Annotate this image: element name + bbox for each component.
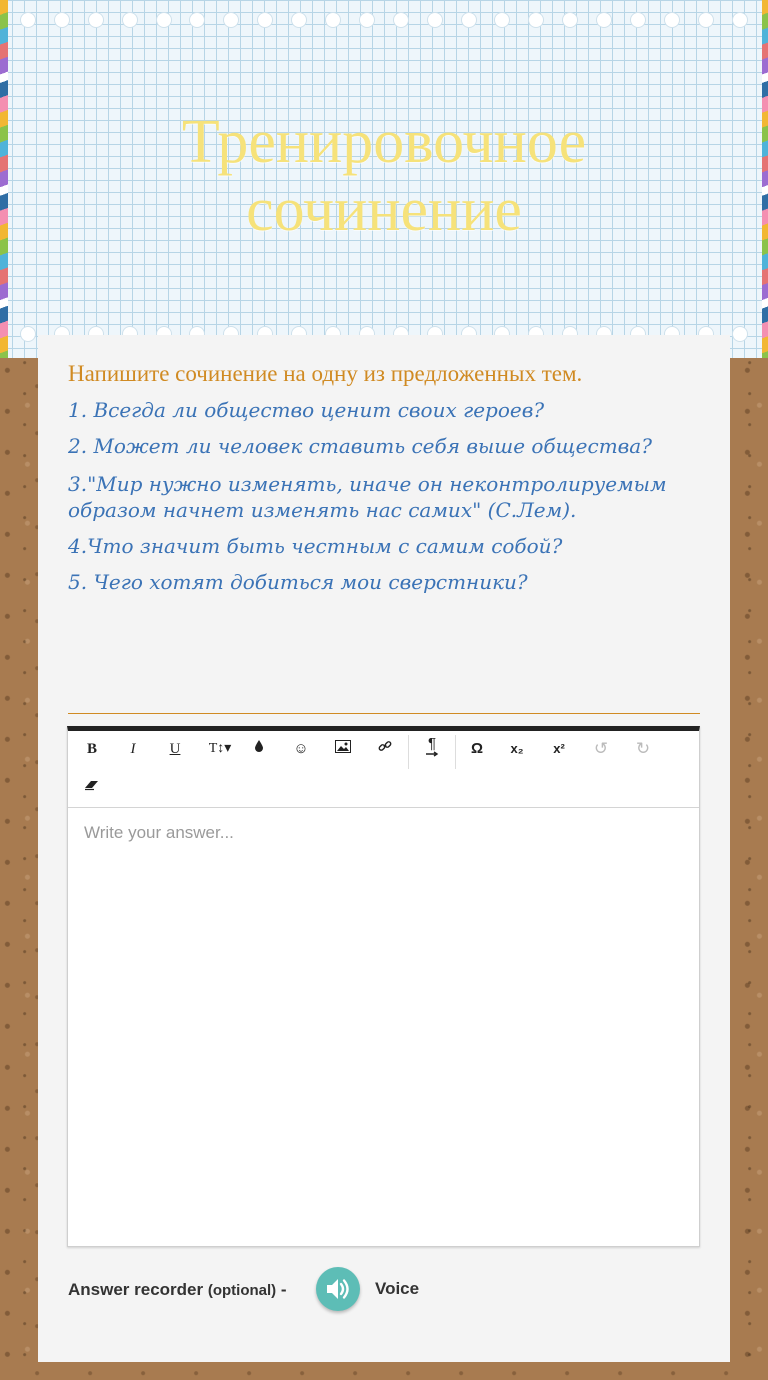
special-character-button[interactable]: Ω [470,740,484,757]
topic-4: 4.Что значит быть честным с самим собой? [68,534,563,558]
page-title [0,108,768,244]
text-size-button[interactable]: T↕▾ [208,741,232,756]
superscript-button[interactable]: x² [553,741,565,756]
answer-recorder-label [68,1280,287,1300]
answer-recorder [68,1264,488,1312]
prompt-heading: Напишите сочинение на одну из предложенных тем. [68,361,583,386]
answer-input[interactable]: Write your answer... [84,823,234,842]
editor-toolbar [68,731,699,808]
italic-button[interactable]: I [130,741,136,757]
bold-button[interactable]: B [86,741,97,757]
undo-button[interactable]: ↺ [593,739,609,758]
paragraph-icon: ¶ [427,735,437,752]
voice-record-button[interactable] [316,1267,360,1311]
header-banner [0,0,768,358]
page-title-line1: Тренировочное [181,108,587,176]
divider [68,713,700,714]
speaker-icon [316,1267,360,1311]
optional-tag: (optional) [207,1282,277,1299]
eraser-icon [84,779,100,791]
link-icon [378,739,392,753]
toolbar-separator [408,735,409,769]
clear-formatting-button[interactable] [78,773,106,801]
insert-image-button[interactable] [329,735,357,763]
ink-drop-icon [253,739,265,753]
topic-1: 1. Всегда ли общество ценит своих героев? [68,398,545,422]
redo-button[interactable]: ↻ [635,739,651,758]
topic-3: 3."Мир нужно изменять, иначе он неконтролируемым образом начнет изменять нас самих" (С.Лем). [68,472,667,522]
answer-recorder-dash: - [280,1280,287,1299]
smiley-icon: ☺ [293,740,309,757]
question-card [38,335,730,1362]
subscript-button[interactable]: x₂ [510,741,524,756]
underline-button[interactable]: U [169,741,181,757]
insert-link-button[interactable] [371,735,399,763]
topic-2: 2. Может ли человек ставить себя выше общества? [68,434,652,458]
emoji-button[interactable] [287,735,315,763]
voice-label: Voice [375,1279,420,1298]
toolbar-separator [455,735,456,769]
paragraph-direction-button[interactable] [418,733,446,761]
image-icon [335,740,351,753]
answer-recorder-title: Answer recorder [68,1280,204,1299]
page-title-line2: сочинение [246,176,522,244]
answer-editor [67,726,700,1247]
topic-5: 5. Чего хотят добиться мои сверстники? [68,570,528,594]
notebook-holes-top [20,12,748,32]
text-color-button[interactable] [245,735,273,763]
